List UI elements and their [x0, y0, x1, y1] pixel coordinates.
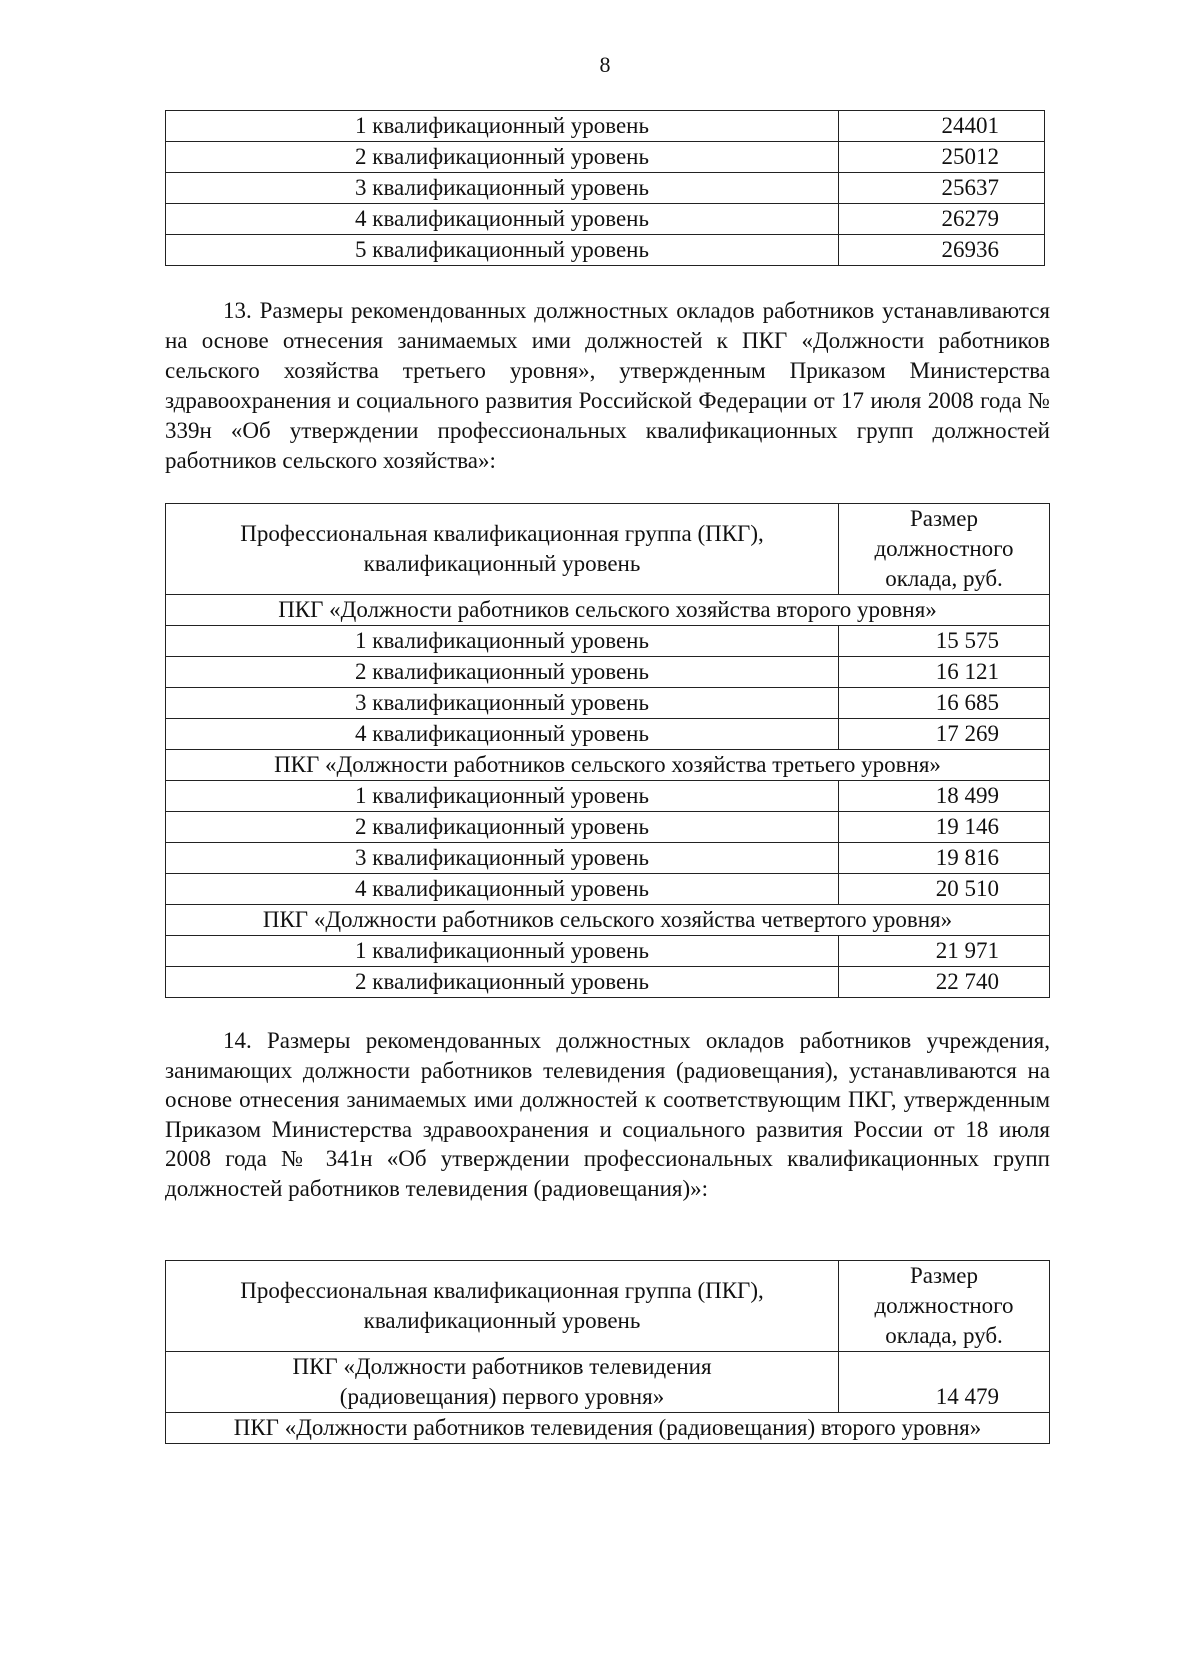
row-label: 3 квалификационный уровень: [166, 843, 839, 874]
row-value: 20 510: [839, 874, 1050, 905]
group-title-row: [166, 1413, 1050, 1444]
table-row: [166, 204, 1045, 235]
header-salary: Размер должностного оклада, руб.: [839, 504, 1050, 595]
table-row: [166, 967, 1050, 998]
table-header-row: [166, 504, 1050, 595]
row-label: 2 квалификационный уровень: [166, 812, 839, 843]
salary-table-2: [165, 503, 1050, 998]
row-label: ПКГ «Должности работников телевидения (радиовещания) первого уровня»: [166, 1352, 839, 1413]
row-value: 25012: [839, 142, 1045, 173]
header-group: Профессиональная квалификационная группа (ПКГ), квалификационный уровень: [166, 504, 839, 595]
row-value: 25637: [839, 173, 1045, 204]
paragraph-14: 14. Размеры рекомендованных должностных окладов работников учреждения, занимающих должности работников телевидения (радиовещания), устанавливаются на основе отнесения занимаемых ими должностей к соответствующим ПКГ, утвержденным Приказом Министерства здравоохранения и социального развития России от 18 июля 2008 года № 341н «Об утверждении профессиональных квалификационных групп должностей работников телевидения (радиовещания)»:: [165, 1028, 1050, 1201]
table-row: [166, 781, 1050, 812]
row-value: 21 971: [839, 936, 1050, 967]
row-label: 4 квалификационный уровень: [166, 204, 839, 235]
group-title-row: [166, 595, 1050, 626]
table-row: [166, 688, 1050, 719]
row-label: 4 квалификационный уровень: [166, 719, 839, 750]
row-value: 19 816: [839, 843, 1050, 874]
table-row: [166, 235, 1045, 266]
header-group: Профессиональная квалификационная группа (ПКГ), квалификационный уровень: [166, 1261, 839, 1352]
group-title: ПКГ «Должности работников сельского хозяйства четвертого уровня»: [166, 905, 1050, 936]
salary-table-1: [165, 110, 1045, 266]
table-row: [166, 719, 1050, 750]
group-title-row: [166, 750, 1050, 781]
salary-table-3: [165, 1260, 1050, 1444]
table-row: [166, 843, 1050, 874]
row-label: 2 квалификационный уровень: [166, 967, 839, 998]
row-value: 26936: [839, 235, 1045, 266]
row-label: 3 квалификационный уровень: [166, 173, 839, 204]
row-label: 1 квалификационный уровень: [166, 626, 839, 657]
table-row: [166, 173, 1045, 204]
group-title: ПКГ «Должности работников сельского хозяйства третьего уровня»: [166, 750, 1050, 781]
row-label: 2 квалификационный уровень: [166, 657, 839, 688]
table-row: [166, 626, 1050, 657]
page-number: 8: [599, 52, 611, 77]
row-value: 17 269: [839, 719, 1050, 750]
table-row: [166, 1352, 1050, 1413]
row-label: 4 квалификационный уровень: [166, 874, 839, 905]
table-row: [166, 142, 1045, 173]
row-value: 16 685: [839, 688, 1050, 719]
row-value: 18 499: [839, 781, 1050, 812]
table-row: [166, 874, 1050, 905]
row-value: 19 146: [839, 812, 1050, 843]
table-row: [166, 111, 1045, 142]
row-value: 22 740: [839, 967, 1050, 998]
group-title: ПКГ «Должности работников сельского хозяйства второго уровня»: [166, 595, 1050, 626]
row-value: 24401: [839, 111, 1045, 142]
row-label: 1 квалификационный уровень: [166, 781, 839, 812]
table-row: [166, 936, 1050, 967]
row-value: 26279: [839, 204, 1045, 235]
table-row: [166, 657, 1050, 688]
row-label: 5 квалификационный уровень: [166, 235, 839, 266]
table-header-row: [166, 1261, 1050, 1352]
group-title-row: [166, 905, 1050, 936]
paragraph-13: 13. Размеры рекомендованных должностных окладов работников устанавливаются на основе отнесения занимаемых ими должностей к ПКГ «Должности работников сельского хозяйства третьего уровня», утвержденным Приказом Министерства здравоохранения и социального развития Российской Федерации от 17 июля 2008 года № 339н «Об утверждении профессиональных квалификационных групп должностей работников сельского хозяйства»:: [165, 298, 1050, 473]
row-label: 3 квалификационный уровень: [166, 688, 839, 719]
row-value: 15 575: [839, 626, 1050, 657]
row-value: 14 479: [839, 1352, 1050, 1413]
table-row: [166, 812, 1050, 843]
row-label: 2 квалификационный уровень: [166, 142, 839, 173]
row-label: 1 квалификационный уровень: [166, 936, 839, 967]
row-value: 16 121: [839, 657, 1050, 688]
group-title: ПКГ «Должности работников телевидения (радиовещания) второго уровня»: [166, 1413, 1050, 1444]
row-label: 1 квалификационный уровень: [166, 111, 839, 142]
header-salary: Размер должностного оклада, руб.: [839, 1261, 1050, 1352]
